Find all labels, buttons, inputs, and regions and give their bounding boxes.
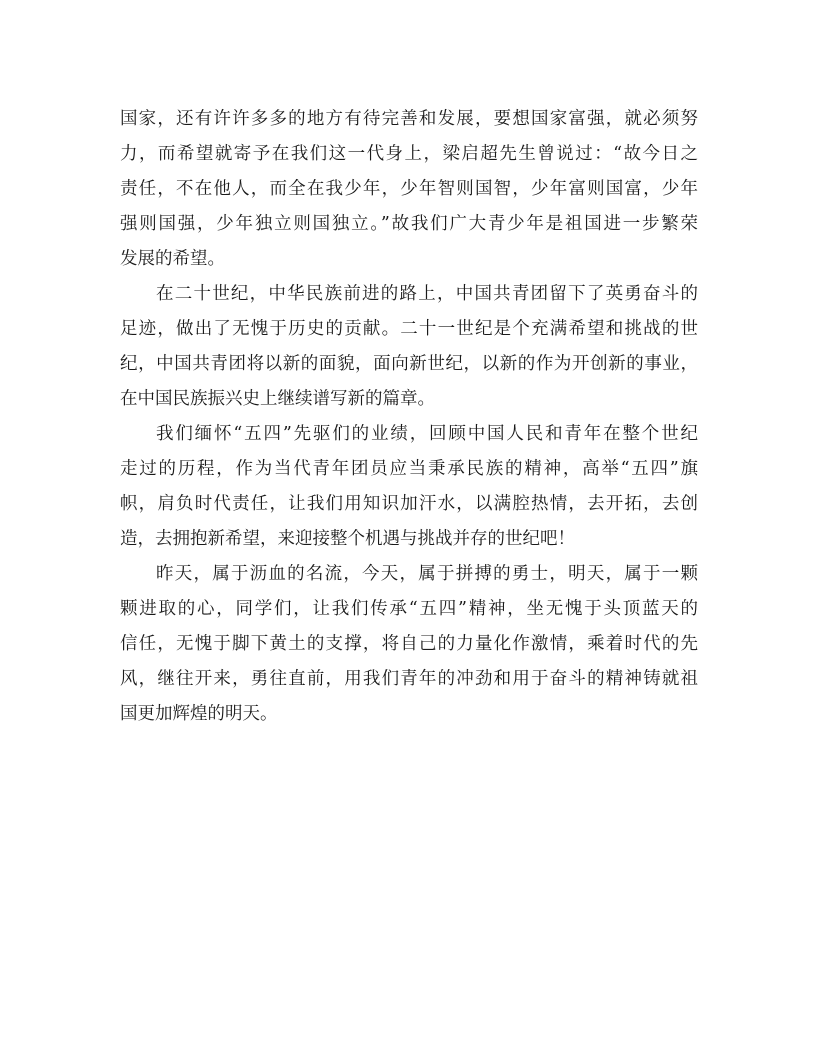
text-line: 颗进取的心，同学们，让我们传承“五四”精神，坐无愧于头顶蓝天的	[120, 599, 698, 619]
text-line: 强则国强，少年独立则国独立。”故我们广大青少年是祖国进一步繁荣	[120, 214, 698, 234]
text-line: 国更加辉煌的明天。	[120, 704, 278, 724]
text-line: 造，去拥抱新希望，来迎接整个机遇与挑战并存的世纪吧！	[120, 529, 575, 549]
text-line: 国家，还有许许多多的地方有待完善和发展，要想国家富强，就必须努	[120, 109, 698, 129]
document-body	[120, 102, 698, 732]
text-line: 走过的历程，作为当代青年团员应当秉承民族的精神，高举“五四”旗	[120, 459, 698, 479]
text-line: 在二十世纪，中华民族前进的路上，中国共青团留下了英勇奋斗的	[156, 284, 698, 304]
paragraph	[120, 277, 698, 417]
text-line: 足迹，做出了无愧于历史的贡献。二十一世纪是个充满希望和挑战的世	[120, 319, 698, 339]
paragraph	[120, 417, 698, 557]
text-line: 风，继往开来，勇往直前，用我们青年的冲劲和用于奋斗的精神铸就祖	[120, 669, 698, 689]
paragraph	[120, 557, 698, 732]
text-line: 纪，中国共青团将以新的面貌，面向新世纪，以新的作为开创新的事业，	[120, 354, 698, 374]
text-line: 昨天，属于沥血的名流，今天，属于拼搏的勇士，明天，属于一颗	[156, 564, 698, 584]
paragraph	[120, 102, 698, 277]
text-line: 力，而希望就寄予在我们这一代身上，梁启超先生曾说过：“故今日之	[120, 144, 698, 164]
text-line: 信任，无愧于脚下黄土的支撑，将自己的力量化作激情，乘着时代的先	[120, 634, 698, 654]
text-line: 在中国民族振兴史上继续谱写新的篇章。	[120, 389, 435, 409]
text-line: 帜，肩负时代责任，让我们用知识加汗水，以满腔热情，去开拓，去创	[120, 494, 698, 514]
text-line: 发展的希望。	[120, 249, 225, 269]
text-line: 我们缅怀“五四”先驱们的业绩，回顾中国人民和青年在整个世纪	[156, 424, 698, 444]
text-line: 责任，不在他人，而全在我少年，少年智则国智，少年富则国富，少年	[120, 179, 698, 199]
